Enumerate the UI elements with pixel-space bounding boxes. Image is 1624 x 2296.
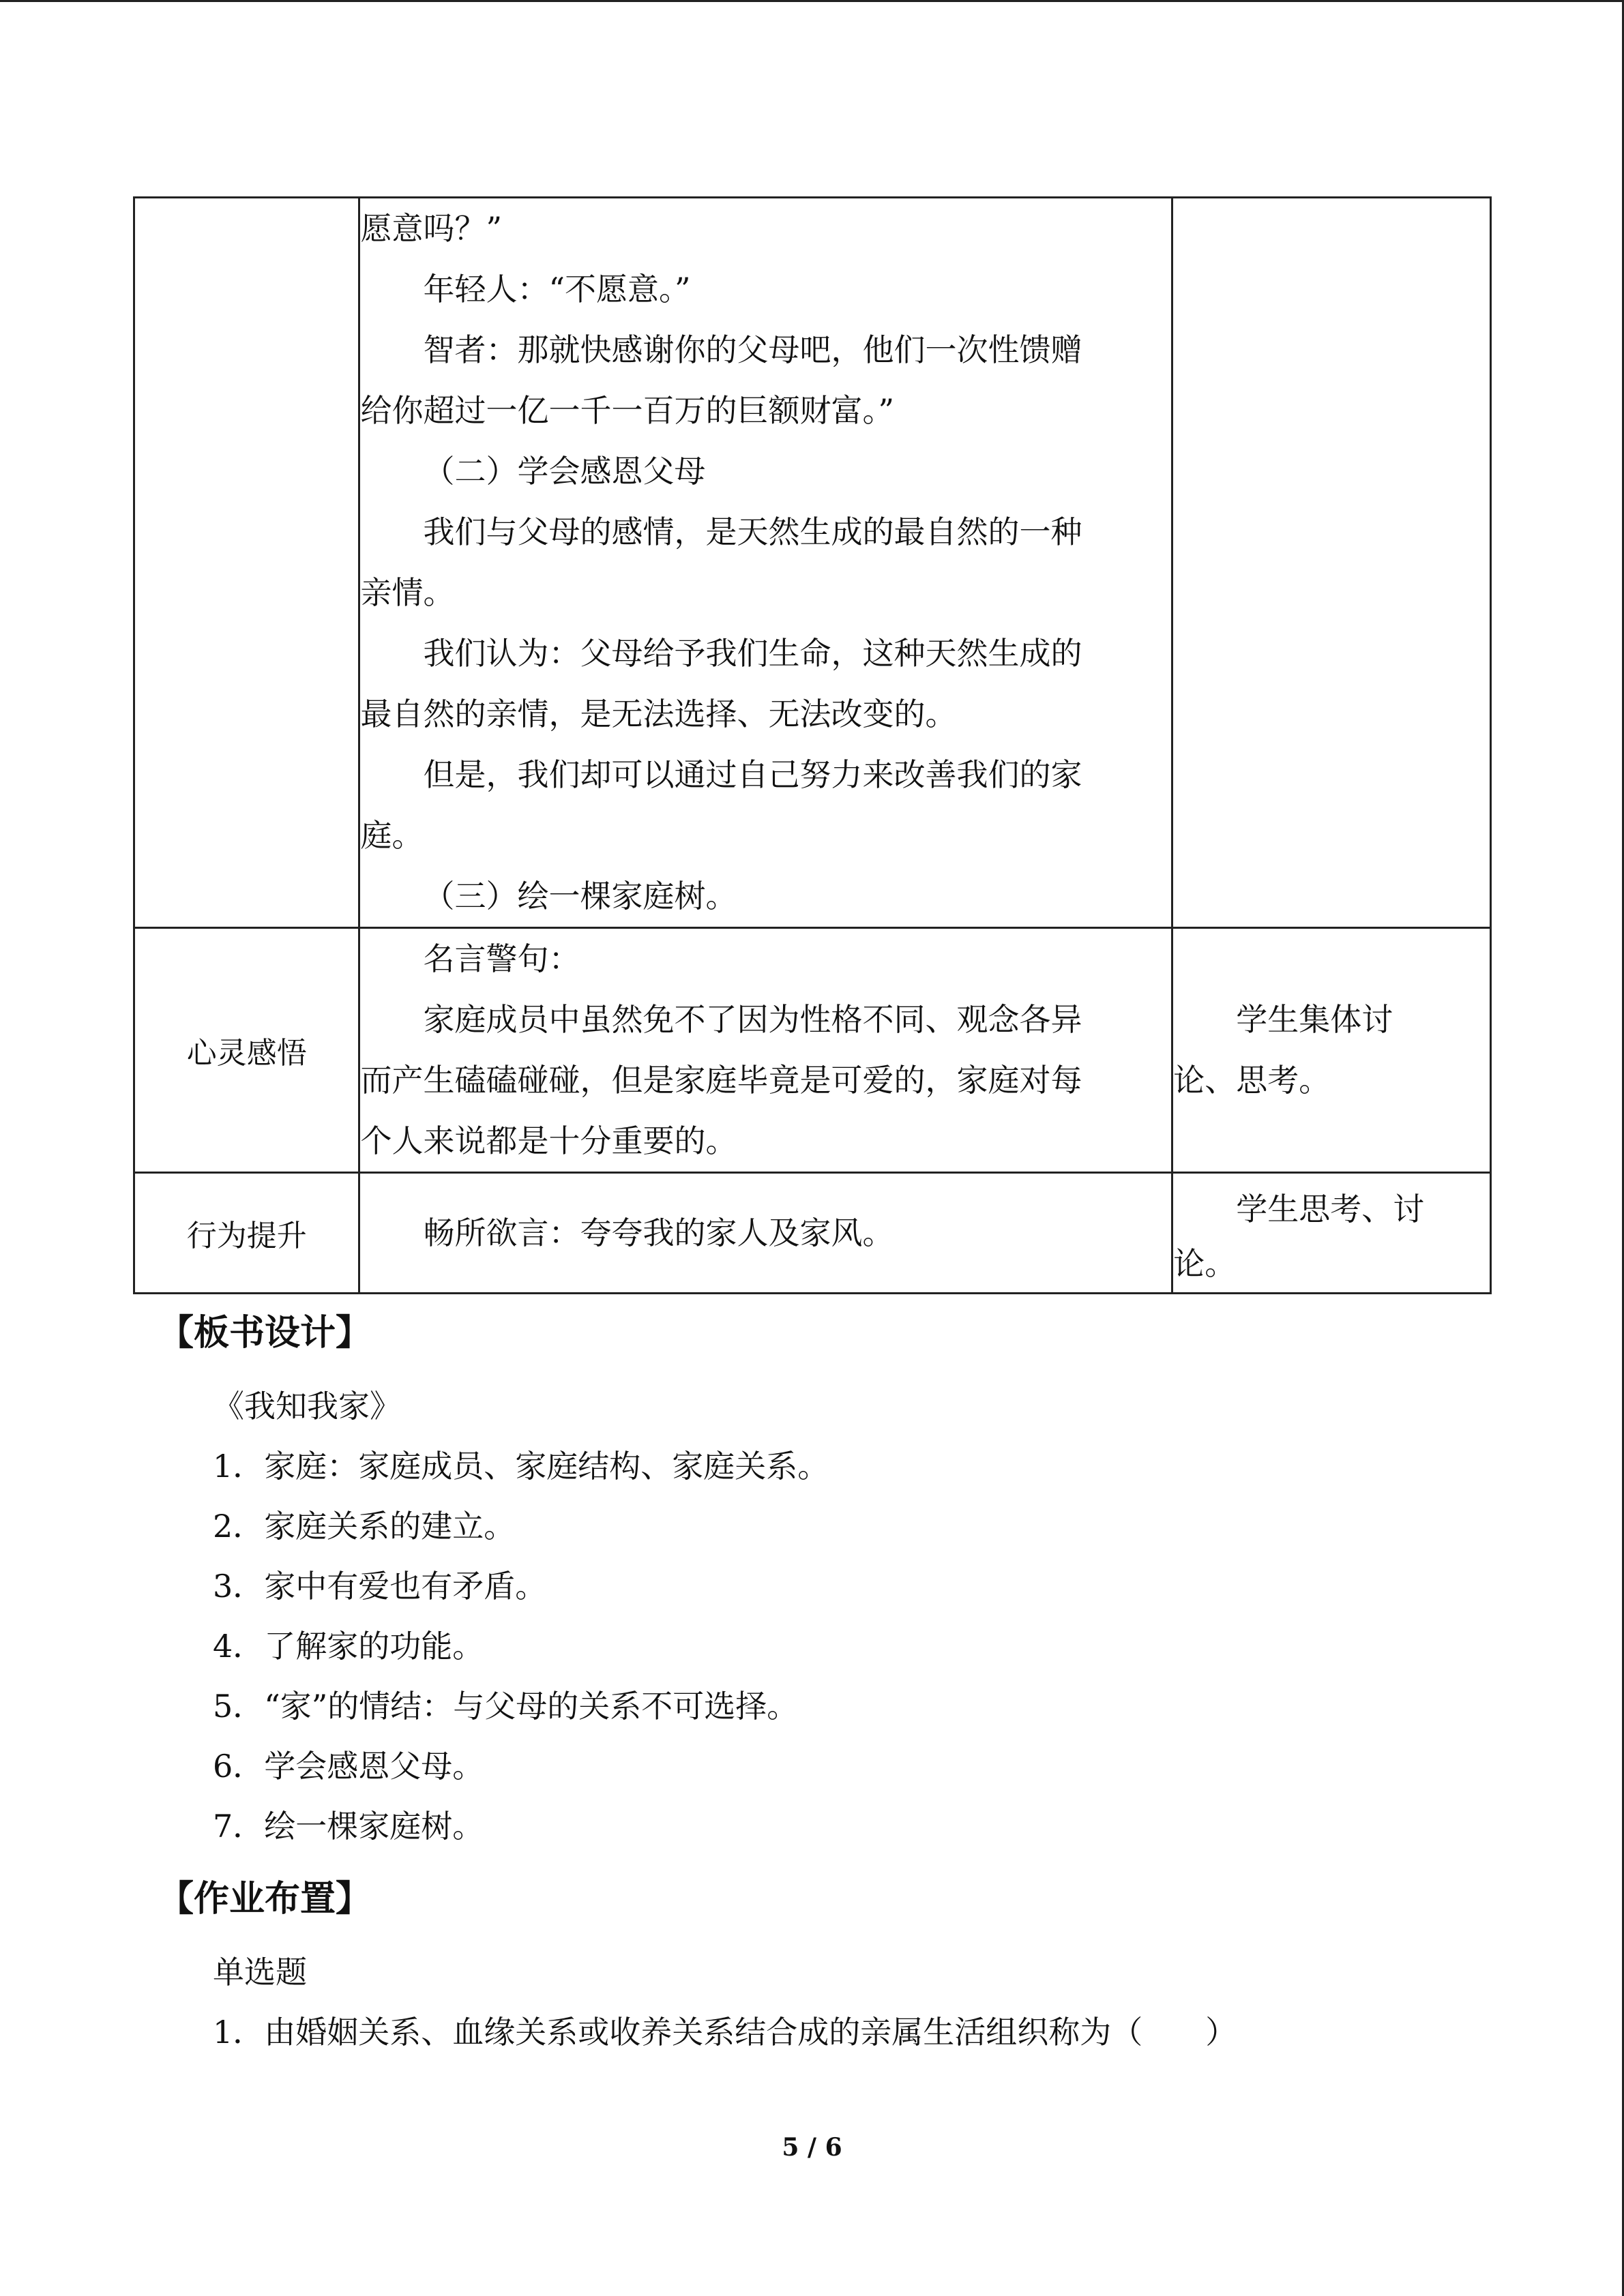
paragraph: 畅所欲言：夸夸我的家人及家风。 bbox=[423, 1214, 894, 1251]
paragraph: 给你超过一亿一千一百万的巨额财富。” bbox=[360, 392, 895, 429]
paragraph: 最自然的亲情，是无法选择、无法改变的。 bbox=[360, 696, 957, 732]
list-item: 5．“家”的情结：与父母的关系不可选择。 bbox=[213, 1688, 799, 1725]
paragraph: 家庭成员中虽然免不了因为性格不同、观念各异 bbox=[423, 1001, 1082, 1038]
lesson-table bbox=[133, 196, 1492, 1294]
table-row bbox=[134, 1173, 1491, 1294]
note-cell bbox=[1172, 928, 1491, 1173]
paragraph: 庭。 bbox=[360, 817, 424, 854]
note-cell bbox=[1172, 198, 1491, 928]
note-cell bbox=[1172, 1173, 1491, 1294]
table-row bbox=[134, 928, 1491, 1173]
page-border-top bbox=[0, 0, 1624, 2]
paragraph: 亲情。 bbox=[360, 574, 455, 611]
note-text: 论。 bbox=[1173, 1244, 1237, 1282]
list-item: 7．绘一棵家庭树。 bbox=[213, 1808, 484, 1845]
content-cell bbox=[359, 928, 1172, 1173]
paragraph: 年轻人：“不愿意。” bbox=[423, 271, 691, 308]
list-item: 4．了解家的功能。 bbox=[213, 1628, 484, 1665]
paragraph: 我们与父母的感情，是天然生成的最自然的一种 bbox=[423, 513, 1082, 550]
question-text: 1．由婚姻关系、血缘关系或收养关系结合成的亲属生活组织称为（ ） bbox=[213, 2014, 1237, 2051]
note-text: 论、思考。 bbox=[1173, 1062, 1331, 1099]
paragraph: 智者：那就快感谢你的父母吧，他们一次性馈赠 bbox=[423, 331, 1082, 368]
stage-cell: 心灵感悟 bbox=[134, 928, 359, 1173]
list-item: 3．家中有爱也有矛盾。 bbox=[213, 1568, 547, 1605]
board-subtitle: 《我知我家》 bbox=[213, 1388, 401, 1425]
paragraph: 名言警句： bbox=[423, 940, 580, 977]
paragraph: 我们认为：父母给予我们生命，这种天然生成的 bbox=[423, 635, 1082, 672]
list-item: 1．家庭：家庭成员、家庭结构、家庭关系。 bbox=[213, 1448, 829, 1485]
table-row bbox=[134, 198, 1491, 928]
content-cell bbox=[359, 198, 1172, 928]
content-cell bbox=[359, 1173, 1172, 1294]
paragraph: 愿意吗？” bbox=[360, 210, 503, 247]
paragraph: 个人来说都是十分重要的。 bbox=[360, 1122, 737, 1159]
note-text: 学生思考、讨 bbox=[1236, 1190, 1425, 1227]
list-item: 6．学会感恩父母。 bbox=[213, 1748, 484, 1785]
question-type-label: 单选题 bbox=[213, 1954, 307, 1991]
paragraph: 但是，我们却可以通过自己努力来改善我们的家 bbox=[423, 756, 1082, 793]
page-number: 5 / 6 bbox=[782, 2133, 842, 2162]
homework-title: 【作业布置】 bbox=[158, 1879, 372, 1920]
subheading: （二）学会感恩父母 bbox=[423, 453, 706, 490]
list-item: 2．家庭关系的建立。 bbox=[213, 1508, 516, 1545]
paragraph: 而产生磕磕碰碰，但是家庭毕竟是可爱的，家庭对每 bbox=[360, 1062, 1082, 1099]
board-design-title: 【板书设计】 bbox=[158, 1313, 372, 1354]
note-text: 学生集体讨 bbox=[1236, 1001, 1393, 1038]
stage-cell: 行为提升 bbox=[134, 1173, 359, 1294]
subheading: （三）绘一棵家庭树。 bbox=[423, 878, 737, 914]
stage-cell bbox=[134, 198, 359, 928]
